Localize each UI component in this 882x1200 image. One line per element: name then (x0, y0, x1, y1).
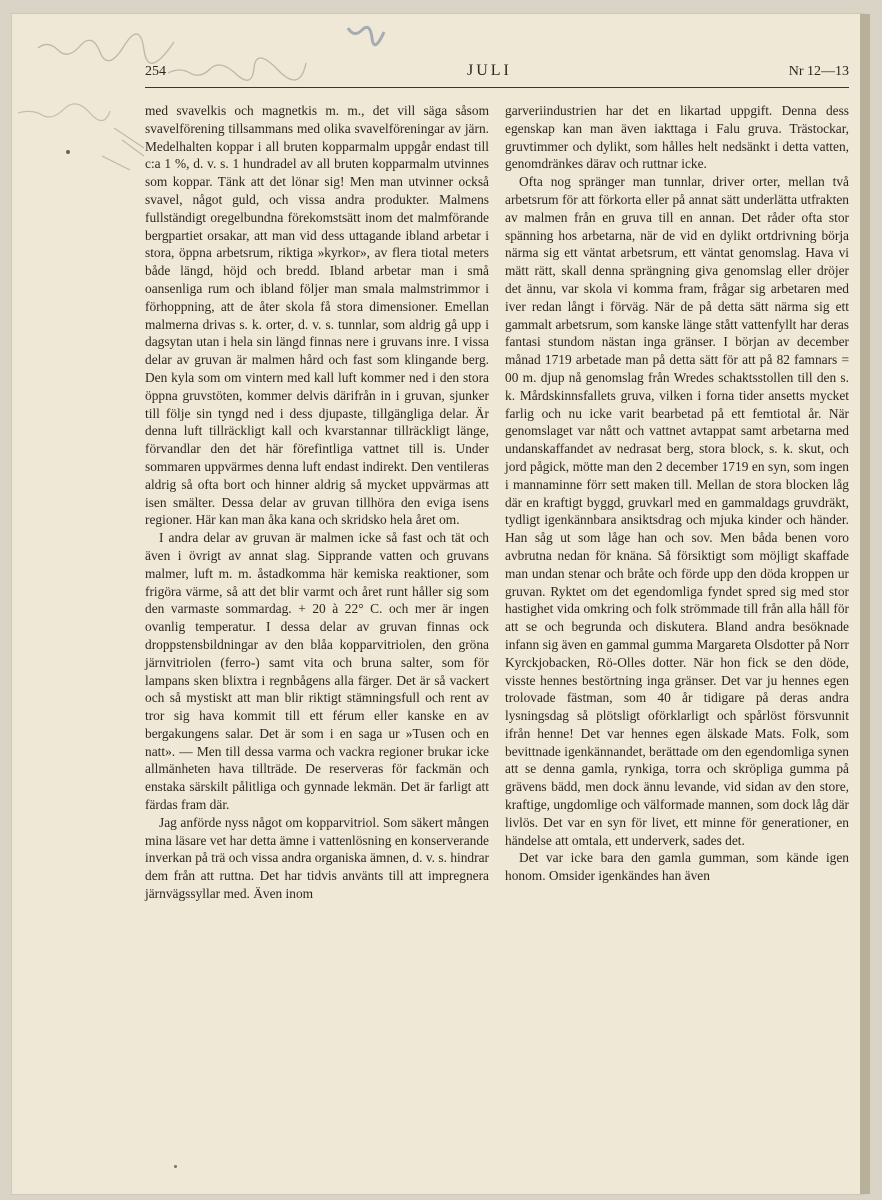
page-binding-edge (860, 14, 870, 1194)
paragraph: Det var icke bara den gamla gumman, som kände igen honom. Omsider igenkändes han även (505, 850, 849, 884)
header-month: JULI (467, 62, 512, 79)
paragraph: I andra delar av gruvan är malmen icke så fast och tät och även i övrigt av annat slag. Sipprande vatten och gruvans malmer, luft m. m. åstadkomma här kemiska reaktioner, som frigöra värme, så att det blir varmt och året runt håller sig som den varmaste sommardag. + 20 à 22° C. och mer är ingen ovanlig temperatur. I dessa delar av gruvan finnas ock droppstensbildningar av den blåa kopparvitriolen, den gröna järnvitriolen (ferro-) samt vita och bruna salter, som för lampans sken blixtra i regnbågens alla färger. Det är så vackert och så mystiskt att man blir riktigt stämningsfull och rent av tror sig hava kommit till ett férum eller kanske en av bergakungens salar. Det är som i en saga ur »Tusen och en natt». — Men till dessa varma och vackra regioner brukar icke allmänheten hava tillträde. De reserveras för fackmän och enstaka särskilt pålitliga och gynnade lekmän. Det är farligt att färdas fram där. (145, 530, 489, 813)
header-rule (145, 87, 849, 88)
paper-speck (174, 1165, 177, 1168)
paragraph: Ofta nog spränger man tunnlar, driver orter, mellan två arbetsrum för att förkorta eller på annat sätt underlätta utfrakten av malmen från en gruva till en annan. Det råder ofta stor spänning hos arbetarna, när de vid en dylikt ortdrivning börja närma sig ett väntat arbetsrum, ett väntat genomslag. Hava vi mätt rätt, skall denna sprängning giva genomslag eller dröjer det ännu, var skola vi komma fram, frågar sig arbetaren med iver redan långt i förväg. När de på detta sätt närma sig ett gammalt arbetsrum, som kanske länge stått vattenfyllt har deras fantasi stundom nästan inga gränser. I början av december månad 1719 arbetade man på detta sätt för att på 82 famnars = 00 m. djup nå genomslag från Wredes schaktsstollen till den s. k. Mårdskinnsfallets gruva, vilken i forna tider ansetts mycket farlig och nu icke varit bearbetad på ett femtiotal år. När genomslaget var nått och vattnet avtappat samt arbetarna med undanskaffandet av nedrasat berg, stora block, s. k. skut, och jord pågick, mötte man den 2 december 1719 en syn, som ingen i mannaminne förr sett maken till. Mellan de stora blocken låg där en kraftigt byggd, gruvkarl med en gammaldags gruvdräkt, tydligt igenkännbara ansiktsdrag och mjuka kinder och händer. Han såg ut som låge han och sov. Men båda benen voro avbrutna nedan för knäna. Så försiktigt som möjligt skaffade man undan stenar och bråte och förde upp den döda kroppen ur gruvan. Ryktet om det egendomliga fyndet spred sig med stor hastighet vida omkring och folk strömmade till från alla håll för att se och begrunda och diskutera. Bland andra besöknade infann sig även en gammal gumma Margareta Olsdotter på Norr Kyrckjobacken, Rö-Olles dotter. När hon fick se den döde, visste hennes bestörtning inga gränser. Det var ju hennes egen trolovade fästman, som 40 år tidigare på deras andra lysningsdag så plötsligt oförklarligt och spårlöst försvunnit ifrån henne! Det var hennes egen älskade Mats. Folk, som bevittnade igenkännandet, berättade om den egendomliga synen att se denna gamla, rynkiga, torra och skröpliga gumma på grävens bädd, men dock ännu levande, vid sidan av den store, kraftige, ungdomlige och välformade mannen, som dock låg där livlös. Det var en syn för livet, ett minne för generationer, en händelse att omtala, ett underverk, sades det. (505, 174, 849, 848)
left-column (145, 102, 489, 903)
ink-dot (66, 150, 70, 154)
paragraph: garveriindustrien har det en likartad uppgift. Denna dess egenskap kan man även iakttaga i Falu gruva. Trästockar, gruvtimmer och dylikt, som hålles helt nedsänkt i detta vatten, genomdränkes därav och ruttnar icke. (505, 103, 849, 172)
issue-number: Nr 12—13 (788, 64, 849, 79)
running-header (145, 62, 849, 86)
paragraph: Jag anförde nyss något om kopparvitriol. Som säkert mången mina läsare vet har detta ämne i vattenlösning en konserverande inverkan på trä och vissa andra organiska ämnen, d. v. s. hindrar dem från att ruttna. Det har tidvis använts till att impregnera järnvägssyllar med. Även inom (145, 814, 489, 902)
paragraph: med svavelkis och magnetkis m. m., det vill säga såsom svavelförening tillsammans med olika svavelföreningar av järn. Medelhalten koppar i all bruten kopparmalm uppgår endast till c:a 1 %, d. v. s. 1 hundradel av all bruten kopparmalm utvinnes som koppar. Tänk att det lönar sig! Men man utvinner också svavel, något guld, och vissa andra produkter. Malmens fullständigt oregelbundna förekomstsätt inom det malmförande bergpartiet orsakar, att man vid dess uttagande ibland arbetar i stora, öppna arbetsrum, riktiga »kyrkor», av flera tiotal meters både längd, höjd och bredd. Ibland arbetar man i små oansenliga rum och ibland följer man smala malmstrimmor i förhoppning, att de åter skola få stora dimensioner. Emellan malmerna drivas s. k. orter, d. v. s. tunnlar, som aldrig gå upp i dagsytan utan i hela sin längd finnas nere i gruvans inre. I vissa delar av gruvan är malmen hård och fast som klingande berg. Den kyla som om vintern med kall luft kommer ned i den stora öppna gruvstöten, kommer delvis därifrån in i gruvan, sjunker till följe sin tyngd ned i dess djupaste, tillgängliga delar. Är denna luft tillräckligt kall och kvarstannar tillräckligt länge, förvandlar den det här förefintliga vattnet till is. Under sommaren uppvärmes denna luft endast indirekt. Den ventileras aldrig så ofta bort och hinner aldrig så mycket uppvärmas att isen smälter. Dessa delar av gruvan tillhöra den eviga isens regioner. Här kan man åka kana och skridsko hela året om. (145, 103, 489, 528)
page-number: 254 (145, 64, 166, 79)
right-column (505, 102, 849, 885)
